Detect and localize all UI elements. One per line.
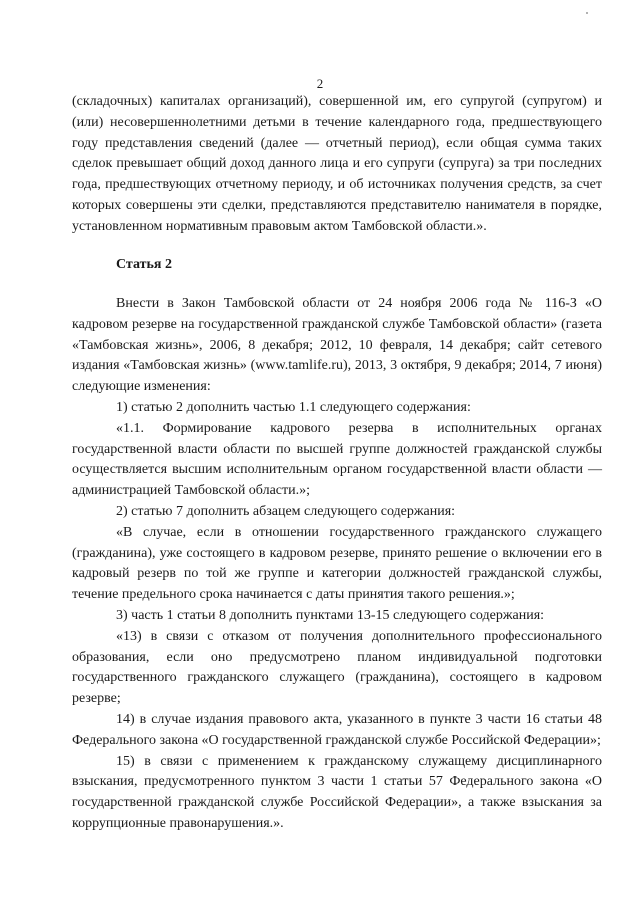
paragraph-item-3: 3) часть 1 статьи 8 дополнить пунктами 13-15 следующего содержания: xyxy=(116,607,545,623)
paragraph-point-13: «13) в связи с отказом от получения дополнительного профессионального образования, если оно предусмотрено планом индивидуальной подготовки государственного гражданского служащего (гражданина), состоящего в кадровом резерве; xyxy=(72,628,602,707)
intro-text xyxy=(72,92,602,238)
paragraph-item-2-text: «В случае, если в отношении государственного гражданского служащего (гражданина), уже состоящего в кадровом резерве, принято решение о включении его в кадровый резерв по той же группе и категории должностей гражданской службы, течение предельного срока начинается с даты принятия такого решения.»; xyxy=(72,524,602,603)
paragraph-point-15: 15) в связи с применением к гражданскому служащему дисциплинарного взыскания, предусмотренного пунктом 3 части 1 статьи 57 Федерального закона «О государственной гражданской службе Российской Федерации», а также взыскания за коррупционные правонарушения.». xyxy=(72,753,602,831)
intro-paragraph: (складочных) капиталах организаций), совершенной им, его супругой (супругом) и (или) несовершеннолетними детьми в течение календарного года, предшествующего году представления сведений (далее — отчетный период), если общая сумма таких сделок превышает общий доход данного лица и его супруги (супруга) за три последних года, предшествующих отчетному периоду, и об источниках получения средств, за счет которых совершены эти сделки, представляются представителю нанимателя в порядке, установленном нормативным правовым актом Тамбовской области.». xyxy=(72,94,602,234)
paragraph-amend-law: Внести в Закон Тамбовской области от 24 ноября 2006 года № 116-З «О кадровом резерве на государственной гражданской службе Тамбовской области» (газета «Тамбовская жизнь», 2006, 8 декабря; 2012, 10 февраля, 14 декабря; сайт сетевого издания «Тамбовская жизнь» (www.tamlife.ru), 2013, 3 октября, 9 декабря; 2014, 7 июня) следующие изменения: xyxy=(72,296,602,395)
paragraph-point-14: 14) в случае издания правового акта, указанного в пункте 3 части 16 статьи 48 Федерального закона «О государственной гражданской службе Российской Федерации»; xyxy=(72,711,602,748)
article-body xyxy=(72,294,602,835)
scan-speck xyxy=(586,12,588,14)
paragraph-item-1-text: «1.1. Формирование кадрового резерва в исполнительных органах государственной власти области по высшей группе должностей гражданской службы осуществляется высшим исполнительным органом государственной власти области — администрацией Тамбовской области.»; xyxy=(72,420,602,499)
paragraph-item-1: 1) статью 2 дополнить частью 1.1 следующего содержания: xyxy=(116,399,471,415)
article-title: Статья 2 xyxy=(116,257,172,272)
page-number: 2 xyxy=(316,76,324,91)
paragraph-item-2: 2) статью 7 дополнить абзацем следующего содержания: xyxy=(116,503,456,519)
